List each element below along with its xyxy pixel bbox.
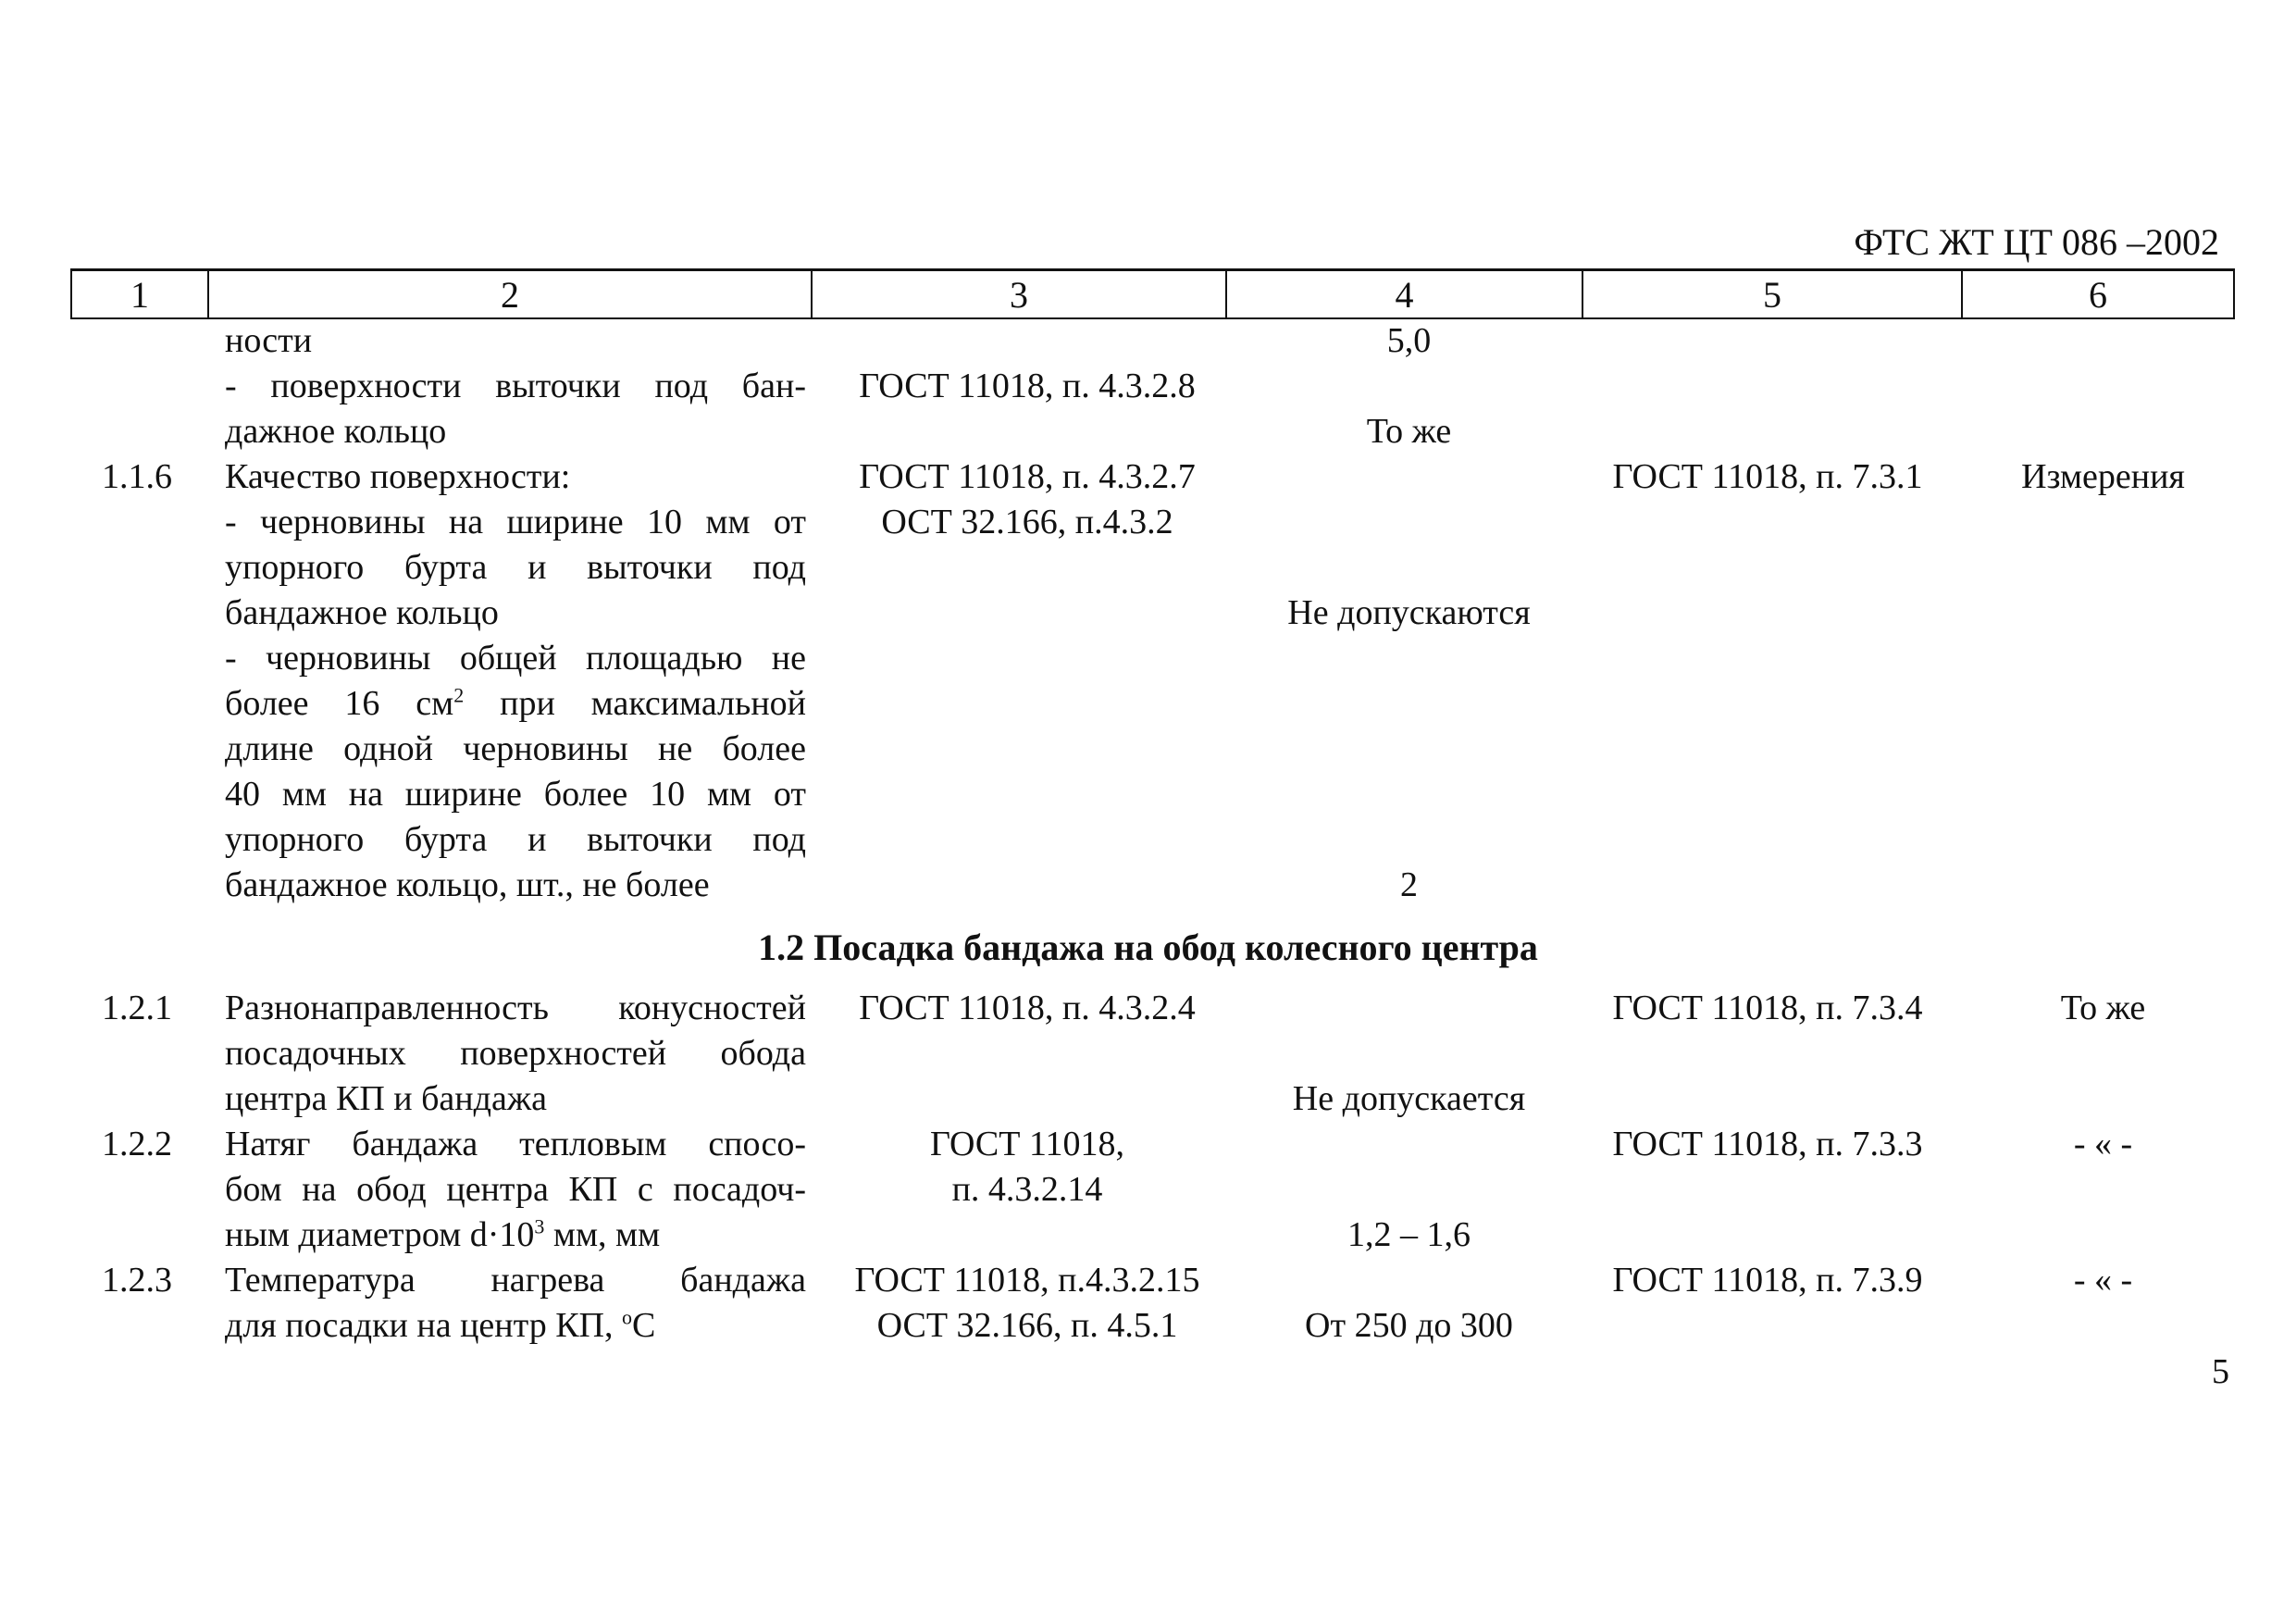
row-116-norm bbox=[814, 454, 1240, 545]
column-header-2: 2 bbox=[209, 271, 813, 317]
row-123-value: От 250 до 300 bbox=[1305, 1306, 1513, 1345]
desc-line: центра КП и бандажа bbox=[225, 1079, 547, 1118]
page-number: 5 bbox=[2212, 1352, 2229, 1391]
row-116-value-a: Не допускаются bbox=[1287, 593, 1531, 632]
desc-line: длине одной черновины не более bbox=[225, 729, 806, 768]
row-121-description bbox=[225, 986, 806, 1122]
row-123-control: - « - bbox=[2073, 1261, 2133, 1300]
column-header-6: 6 bbox=[1963, 271, 2235, 317]
desc-line: бандажное кольцо, шт., не более bbox=[225, 865, 710, 904]
row-122-description bbox=[225, 1122, 806, 1258]
row-123-norm bbox=[814, 1258, 1240, 1349]
cont-value-b: То же bbox=[1366, 412, 1452, 451]
desc-line: Разнонаправленность конусностей bbox=[225, 989, 806, 1027]
desc-line: - поверхности выточки под бан- bbox=[225, 367, 806, 405]
column-header-4: 4 bbox=[1227, 271, 1583, 317]
desc-line: бандажное кольцо bbox=[225, 593, 499, 632]
row-121-norm: ГОСТ 11018, п. 4.3.2.4 bbox=[859, 989, 1196, 1027]
row-116-control: Измерения bbox=[2021, 457, 2185, 496]
desc-line: бом на обод центра КП с посадоч- bbox=[225, 1170, 806, 1209]
desc-line: ным диаметром $d\cdot 10^3$ мм, мм bbox=[225, 1214, 661, 1254]
row-121-value: Не допускается bbox=[1292, 1079, 1526, 1118]
desc-line: ности bbox=[225, 321, 313, 360]
row-122-method: ГОСТ 11018, п. 7.3.3 bbox=[1612, 1125, 1923, 1163]
desc-line: посадочных поверхностей обода bbox=[225, 1034, 806, 1073]
desc-line: 40 мм на ширине более 10 мм от bbox=[225, 775, 806, 814]
row-121-method: ГОСТ 11018, п. 7.3.4 bbox=[1612, 989, 1923, 1027]
row-116-value-b: 2 bbox=[1400, 865, 1418, 904]
desc-line: Температура нагрева бандажа bbox=[225, 1261, 806, 1300]
row-number: 1.1.6 bbox=[102, 457, 172, 496]
cont-norm: ГОСТ 11018, п. 4.3.2.8 bbox=[859, 367, 1196, 405]
row-116-description bbox=[225, 454, 806, 908]
desc-line: - черновины на ширине 10 мм от bbox=[225, 503, 806, 541]
desc-line: для посадки на центр КП, $^o$С bbox=[225, 1305, 656, 1345]
desc-line: упорного бурта и выточки под bbox=[225, 820, 806, 859]
row-122-value: 1,2 – 1,6 bbox=[1347, 1215, 1471, 1254]
norm-line: ГОСТ 11018, bbox=[929, 1125, 1125, 1163]
column-header-1: 1 bbox=[70, 271, 209, 317]
column-header-5: 5 bbox=[1583, 271, 1963, 317]
cont-value-a: 5,0 bbox=[1386, 321, 1432, 360]
norm-line: ГОСТ 11018, п. 4.3.2.7 bbox=[859, 457, 1196, 496]
desc-line: дажное кольцо bbox=[225, 412, 447, 451]
row-123-description bbox=[225, 1258, 806, 1349]
norm-line: ОСТ 32.166, п.4.3.2 bbox=[881, 503, 1173, 541]
row-number: 1.2.3 bbox=[102, 1261, 172, 1300]
norm-line: ГОСТ 11018, п.4.3.2.15 bbox=[854, 1261, 1200, 1300]
desc-line: более 16 $см^2$ при максимальной bbox=[225, 683, 806, 723]
column-header-row bbox=[70, 268, 2235, 319]
column-header-3: 3 bbox=[813, 271, 1227, 317]
row-number: 1.2.2 bbox=[102, 1125, 172, 1163]
cont-description bbox=[225, 318, 806, 454]
row-122-norm bbox=[814, 1122, 1240, 1213]
row-number: 1.2.1 bbox=[102, 989, 172, 1027]
norm-line: п. 4.3.2.14 bbox=[951, 1170, 1103, 1209]
desc-line: - черновины общей площадью не bbox=[225, 639, 806, 678]
document-code: ФТС ЖТ ЦТ 086 –2002 bbox=[1854, 221, 2219, 263]
desc-line: Натяг бандажа тепловым спосо- bbox=[225, 1125, 806, 1163]
desc-line: Качество поверхности: bbox=[225, 457, 571, 496]
row-123-method: ГОСТ 11018, п. 7.3.9 bbox=[1612, 1261, 1923, 1300]
row-122-control: - « - bbox=[2073, 1125, 2133, 1163]
row-121-control: То же bbox=[2060, 989, 2146, 1027]
section-title: 1.2 Посадка бандажа на обод колесного центра bbox=[758, 927, 1538, 968]
row-116-method: ГОСТ 11018, п. 7.3.1 bbox=[1612, 457, 1923, 496]
desc-line: упорного бурта и выточки под bbox=[225, 548, 806, 587]
norm-line: ОСТ 32.166, п. 4.5.1 bbox=[876, 1306, 1178, 1345]
